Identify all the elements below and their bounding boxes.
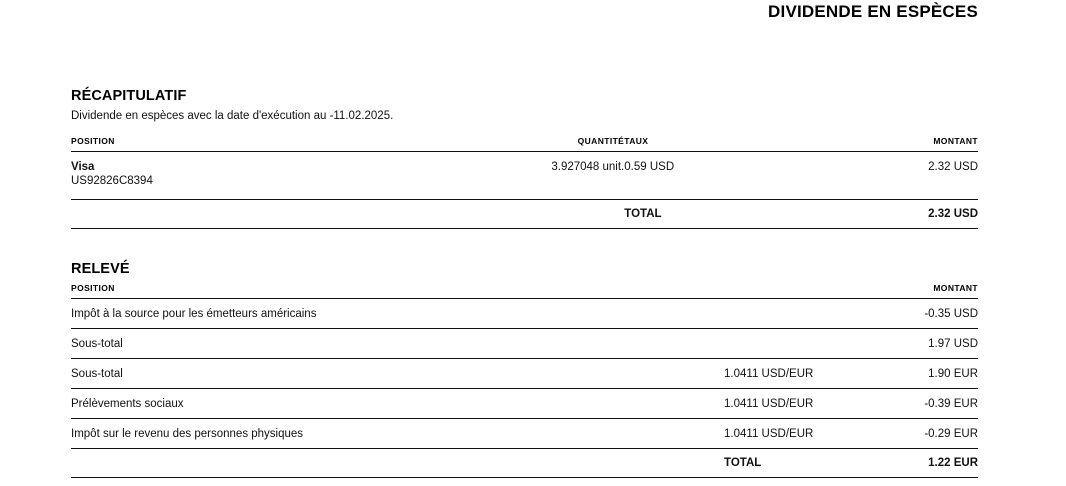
statement-rate-cell: 1.0411 USD/EUR — [724, 418, 851, 448]
recap-heading: RÉCAPITULATIF — [71, 88, 187, 104]
recap-amount-cell: 2.32 USD — [797, 152, 978, 200]
statement-position-cell: Impôt à la source pour les émetteurs américains — [71, 298, 488, 328]
statement-position-cell: Prélèvements sociaux — [71, 388, 488, 418]
statement-section — [71, 261, 978, 478]
recap-col-quantity: QUANTITÉ — [470, 136, 624, 152]
statement-amount-cell: -0.39 EUR — [851, 388, 978, 418]
statement-blank-cell — [488, 328, 724, 358]
recap-rate-cell: 0.59 USD — [624, 152, 796, 200]
statement-rate-cell — [724, 298, 851, 328]
table-row — [71, 328, 978, 358]
recap-position-cell — [71, 152, 470, 200]
table-row — [71, 418, 978, 448]
security-name: Visa — [71, 161, 95, 173]
statement-blank-cell — [488, 388, 724, 418]
recap-quantity-cell: 3.927048 unit. — [470, 152, 624, 200]
statement-amount-cell: -0.29 EUR — [851, 418, 978, 448]
recap-total-spacer-2 — [470, 199, 624, 228]
recap-col-rate: TAUX — [624, 136, 796, 152]
statement-rate-cell: 1.0411 USD/EUR — [724, 388, 851, 418]
table-row — [71, 298, 978, 328]
recap-total-spacer — [71, 199, 470, 228]
statement-amount-cell: -0.35 USD — [851, 298, 978, 328]
statement-col-amount: MONTANT — [851, 283, 978, 299]
statement-header-row — [71, 283, 978, 299]
statement-blank-cell — [488, 298, 724, 328]
statement-blank-cell — [488, 358, 724, 388]
recap-col-amount: MONTANT — [797, 136, 978, 152]
statement-table — [71, 283, 978, 478]
statement-rate-cell — [724, 328, 851, 358]
statement-rate-cell: 1.0411 USD/EUR — [724, 358, 851, 388]
statement-position-cell: Impôt sur le revenu des personnes physiques — [71, 418, 488, 448]
statement-heading: RELEVÉ — [71, 260, 130, 277]
recap-subtitle: Dividende en espèces avec la date d'exécution au -11.02.2025. — [71, 110, 394, 122]
recap-table — [71, 136, 978, 229]
recap-total-row — [71, 199, 978, 228]
table-row — [71, 152, 978, 200]
statement-blank-cell — [488, 418, 724, 448]
document-body — [71, 88, 978, 478]
statement-position-cell: Sous-total — [71, 328, 488, 358]
statement-total-label: TOTAL — [724, 448, 851, 477]
document-title: DIVIDENDE EN ESPÈCES — [768, 2, 978, 21]
recap-section — [71, 88, 978, 229]
table-row — [71, 388, 978, 418]
statement-total-amount: 1.22 EUR — [851, 448, 978, 477]
statement-col-blank — [488, 283, 724, 299]
statement-total-spacer-2 — [488, 448, 724, 477]
recap-header-row — [71, 136, 978, 152]
section-gap — [71, 229, 978, 261]
recap-total-label: TOTAL — [624, 199, 796, 228]
statement-col-position: POSITION — [71, 283, 488, 299]
statement-position-cell: Sous-total — [71, 358, 488, 388]
statement-total-row — [71, 448, 978, 477]
statement-total-spacer — [71, 448, 488, 477]
table-row — [71, 358, 978, 388]
statement-amount-cell: 1.97 USD — [851, 328, 978, 358]
recap-col-position: POSITION — [71, 136, 470, 152]
security-isin: US92826C8394 — [71, 175, 153, 188]
statement-col-blank-2 — [724, 283, 851, 299]
recap-total-amount: 2.32 USD — [797, 199, 978, 228]
statement-amount-cell: 1.90 EUR — [851, 358, 978, 388]
